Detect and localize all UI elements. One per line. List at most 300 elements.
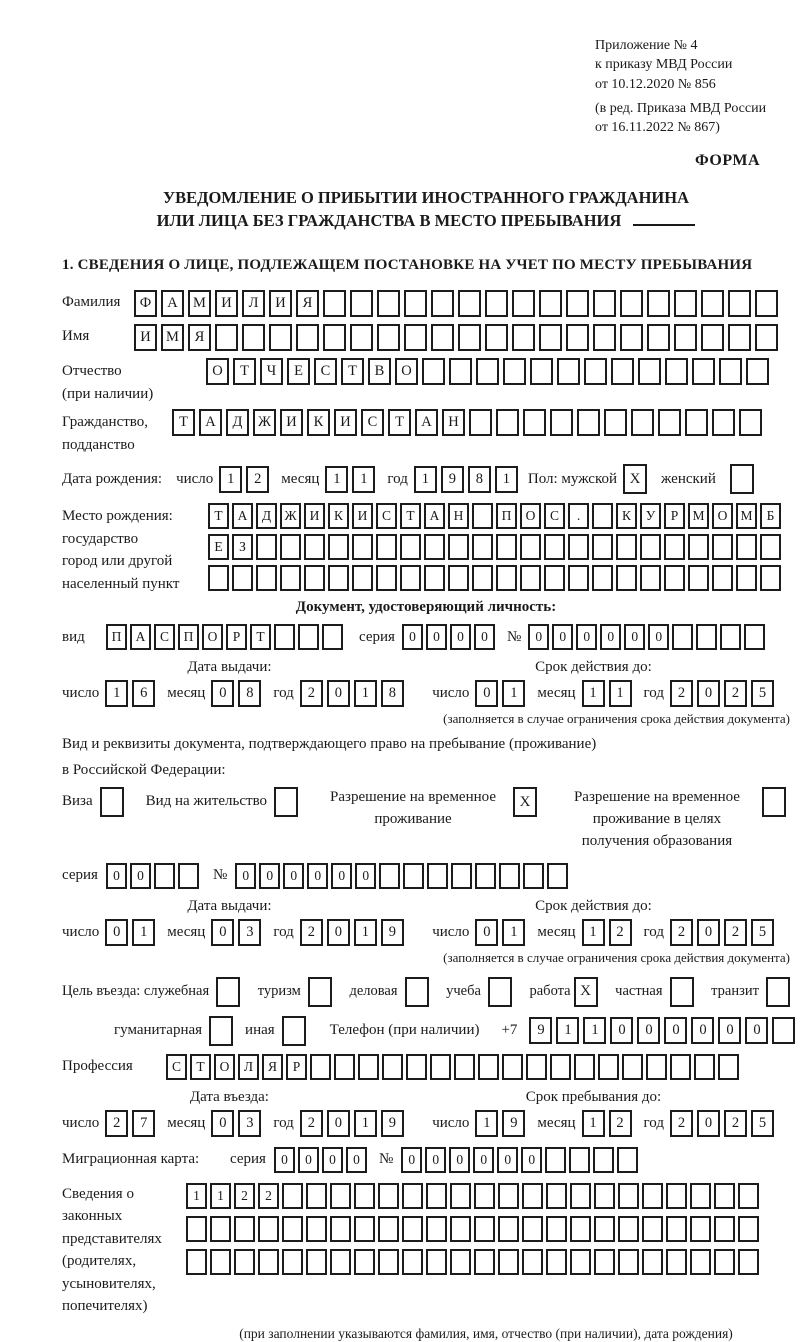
surname-cells xyxy=(134,290,778,317)
char-cell xyxy=(666,1183,687,1209)
char-cell: Т xyxy=(341,358,364,385)
purpose-humanitarian-checkbox xyxy=(209,1016,233,1046)
char-cell xyxy=(377,290,400,317)
birth-date-group xyxy=(176,466,518,493)
char-cell xyxy=(306,1249,327,1275)
surname-label: Фамилия xyxy=(62,294,121,311)
char-cell xyxy=(712,534,733,560)
char-cell xyxy=(404,290,427,317)
residence-doc-line1: Вид и реквизиты документа, подтверждающего право на пребывание (проживание) xyxy=(62,736,597,753)
doc-number-label: № xyxy=(506,628,522,645)
purpose-tourism-checkbox xyxy=(308,977,332,1007)
char-cell: 0 xyxy=(637,1017,660,1044)
char-cell: М xyxy=(688,503,709,529)
char-cell: Т xyxy=(233,358,256,385)
char-cell: Ч xyxy=(260,358,283,385)
char-cell: К xyxy=(328,503,349,529)
char-cell: 1 xyxy=(556,1017,579,1044)
char-cell: И xyxy=(304,503,325,529)
char-cell xyxy=(469,409,492,436)
phone-prefix: +7 xyxy=(501,1021,518,1038)
char-cell xyxy=(377,324,400,351)
residence-issue-date-group xyxy=(62,919,404,946)
month-cells xyxy=(582,1110,632,1137)
char-cell xyxy=(738,1249,759,1275)
char-cell: Е xyxy=(208,534,229,560)
identity-issue-date-group xyxy=(62,680,404,707)
char-cell xyxy=(280,534,301,560)
year-label: год xyxy=(273,923,294,940)
day-cells xyxy=(105,1110,155,1137)
char-cell xyxy=(322,624,343,650)
char-cell xyxy=(304,565,325,591)
char-cell: 6 xyxy=(132,680,155,707)
char-cell: 0 xyxy=(105,919,128,946)
day-cells xyxy=(475,1110,525,1137)
char-cell xyxy=(736,565,757,591)
char-cell xyxy=(719,358,742,385)
char-cell xyxy=(449,358,472,385)
char-cell: 0 xyxy=(425,1147,446,1173)
patronymic-cells xyxy=(206,358,769,385)
char-cell: 0 xyxy=(648,624,669,650)
char-cell xyxy=(520,565,541,591)
char-cell xyxy=(701,290,724,317)
profession-row xyxy=(62,1054,790,1080)
char-cell: М xyxy=(161,324,184,351)
char-cell xyxy=(772,1017,795,1044)
appendix-block xyxy=(595,36,790,138)
doc-series-cells xyxy=(402,624,495,650)
char-cell xyxy=(646,1054,667,1080)
char-cell xyxy=(594,1216,615,1242)
char-cell: 0 xyxy=(473,1147,494,1173)
purpose-transit-label: транзит xyxy=(711,982,759,999)
char-cell: М xyxy=(188,290,211,317)
char-cell xyxy=(454,1054,475,1080)
temp-residence-edu-label: Разрешение на временное проживание в целях получения образования xyxy=(573,789,740,849)
month-cells xyxy=(325,466,375,493)
form-label: ФОРМА xyxy=(694,151,760,169)
char-cell xyxy=(476,358,499,385)
char-cell xyxy=(382,1054,403,1080)
char-cell xyxy=(728,290,751,317)
char-cell: 0 xyxy=(552,624,573,650)
char-cell: Т xyxy=(388,409,411,436)
char-cell: Ж xyxy=(253,409,276,436)
char-cell xyxy=(475,863,496,889)
char-cell xyxy=(474,1249,495,1275)
char-cell xyxy=(323,290,346,317)
char-cell xyxy=(402,1183,423,1209)
char-cell xyxy=(642,1183,663,1209)
appendix-line: Приложение № 4 xyxy=(595,38,698,53)
visa-checkbox xyxy=(100,787,124,817)
char-cell: С xyxy=(314,358,337,385)
char-cell: Н xyxy=(448,503,469,529)
day-label: число xyxy=(432,923,470,940)
char-cell: 0 xyxy=(497,1147,518,1173)
char-cell: О xyxy=(395,358,418,385)
char-cell: 1 xyxy=(582,680,605,707)
char-cell xyxy=(474,1183,495,1209)
char-cell xyxy=(642,1216,663,1242)
char-cell: 0 xyxy=(235,863,256,889)
entry-dates-head xyxy=(62,1089,790,1106)
char-cell xyxy=(666,1216,687,1242)
char-cell xyxy=(485,290,508,317)
migration-series-label: серия xyxy=(230,1151,266,1168)
char-cell xyxy=(426,1249,447,1275)
char-cell xyxy=(592,503,613,529)
char-cell xyxy=(701,324,724,351)
char-cell: 0 xyxy=(130,863,151,889)
day-cells xyxy=(219,466,269,493)
char-cell xyxy=(376,534,397,560)
char-cell xyxy=(334,1054,355,1080)
restriction-note: (заполняется в случае ограничения срока действия документа) xyxy=(443,711,790,727)
doc-series-label: серия xyxy=(359,628,395,645)
char-cell: Я xyxy=(296,290,319,317)
char-cell xyxy=(210,1249,231,1275)
char-cell xyxy=(760,534,781,560)
char-cell xyxy=(496,565,517,591)
char-cell xyxy=(350,290,373,317)
char-cell xyxy=(574,1054,595,1080)
profession-label: Профессия xyxy=(62,1057,133,1074)
purpose-work-label: работа xyxy=(529,982,571,999)
char-cell xyxy=(712,409,735,436)
char-cell: А xyxy=(199,409,222,436)
char-cell xyxy=(448,565,469,591)
char-cell xyxy=(430,1054,451,1080)
sex-female-label: женский xyxy=(661,470,716,487)
residence-doc-dates-row xyxy=(62,919,790,946)
char-cell: 9 xyxy=(381,1110,404,1137)
char-cell xyxy=(570,1216,591,1242)
char-cell xyxy=(378,1183,399,1209)
char-cell: 2 xyxy=(246,466,269,493)
char-cell: 0 xyxy=(664,1017,687,1044)
char-cell: 0 xyxy=(475,680,498,707)
char-cell: 0 xyxy=(449,1147,470,1173)
char-cell xyxy=(638,358,661,385)
year-cells xyxy=(300,680,404,707)
char-cell: 9 xyxy=(529,1017,552,1044)
char-cell: 5 xyxy=(751,1110,774,1137)
char-cell xyxy=(426,1183,447,1209)
char-cell xyxy=(611,358,634,385)
char-cell: Л xyxy=(238,1054,259,1080)
char-cell xyxy=(568,534,589,560)
char-cell xyxy=(402,1216,423,1242)
char-cell: 1 xyxy=(414,466,437,493)
char-cell xyxy=(496,409,519,436)
day-cells xyxy=(475,680,525,707)
char-cell xyxy=(358,1054,379,1080)
month-cells xyxy=(211,680,261,707)
char-cell: Л xyxy=(242,290,265,317)
char-cell xyxy=(738,1183,759,1209)
char-cell xyxy=(526,1054,547,1080)
char-cell: Я xyxy=(262,1054,283,1080)
char-cell: 0 xyxy=(331,863,352,889)
char-cell xyxy=(431,324,454,351)
char-cell xyxy=(472,534,493,560)
char-cell xyxy=(523,863,544,889)
char-cell: 0 xyxy=(426,624,447,650)
char-cell xyxy=(592,565,613,591)
char-cell xyxy=(210,1216,231,1242)
char-cell xyxy=(458,324,481,351)
char-cell: Е xyxy=(287,358,310,385)
char-cell: 5 xyxy=(751,680,774,707)
char-cell: 1 xyxy=(325,466,348,493)
char-cell xyxy=(296,324,319,351)
char-cell xyxy=(755,324,778,351)
representatives-note: (при заполнении указываются фамилия, имя, отчество (при наличии), дата рождения) xyxy=(239,1325,733,1341)
char-cell: 1 xyxy=(495,466,518,493)
char-cell xyxy=(498,1216,519,1242)
year-cells xyxy=(670,680,774,707)
char-cell: О xyxy=(206,358,229,385)
char-cell: Т xyxy=(190,1054,211,1080)
char-cell: 0 xyxy=(475,919,498,946)
char-cell xyxy=(760,565,781,591)
identity-doc-dates-head xyxy=(62,659,790,676)
char-cell xyxy=(530,358,553,385)
char-cell: О xyxy=(712,503,733,529)
birthplace-label: Место рождения: государство город или другой населенный пункт xyxy=(62,508,180,592)
char-cell xyxy=(593,324,616,351)
char-cell xyxy=(472,503,493,529)
char-cell: 0 xyxy=(106,863,127,889)
purpose-tourism-label: туризм xyxy=(257,982,301,999)
citizenship-row xyxy=(62,409,790,456)
char-cell xyxy=(566,324,589,351)
year-cells xyxy=(414,466,518,493)
char-cell xyxy=(306,1216,327,1242)
char-cell xyxy=(593,290,616,317)
char-cell xyxy=(448,534,469,560)
birthplace-row xyxy=(62,503,790,595)
char-cell: 2 xyxy=(300,680,323,707)
phone-label: Телефон (при наличии) xyxy=(329,1021,480,1038)
month-label: месяц xyxy=(167,1114,206,1131)
char-cell xyxy=(424,565,445,591)
char-cell: . xyxy=(568,503,589,529)
char-cell xyxy=(692,358,715,385)
residence-doc-series-row xyxy=(62,863,790,889)
char-cell: Т xyxy=(172,409,195,436)
char-cell xyxy=(330,1183,351,1209)
char-cell xyxy=(328,534,349,560)
given-name-cells xyxy=(134,324,778,351)
char-cell: И xyxy=(215,290,238,317)
migration-number-label: № xyxy=(378,1151,394,1168)
char-cell: 8 xyxy=(468,466,491,493)
char-cell: С xyxy=(544,503,565,529)
stay-until-date-group xyxy=(432,1110,774,1137)
char-cell xyxy=(422,358,445,385)
char-cell: 1 xyxy=(609,680,632,707)
char-cell xyxy=(234,1216,255,1242)
char-cell xyxy=(282,1249,303,1275)
char-cell xyxy=(718,1054,739,1080)
char-cell: И xyxy=(280,409,303,436)
char-cell xyxy=(426,1216,447,1242)
month-cells xyxy=(582,680,632,707)
purpose-business-checkbox xyxy=(405,977,429,1007)
char-cell xyxy=(269,324,292,351)
char-cell: 0 xyxy=(576,624,597,650)
char-cell xyxy=(755,290,778,317)
year-label: год xyxy=(643,923,664,940)
char-cell: 0 xyxy=(600,624,621,650)
char-cell: 0 xyxy=(211,1110,234,1137)
char-cell xyxy=(546,1216,567,1242)
entry-dates-row xyxy=(62,1110,790,1137)
char-cell xyxy=(256,565,277,591)
phone-cells xyxy=(529,1017,795,1044)
char-cell xyxy=(406,1054,427,1080)
char-cell xyxy=(746,358,769,385)
patronymic-label: Отчество (при наличии) xyxy=(62,363,154,402)
month-label: месяц xyxy=(537,923,576,940)
char-cell xyxy=(282,1183,303,1209)
char-cell xyxy=(242,324,265,351)
char-cell xyxy=(502,1054,523,1080)
char-cell xyxy=(665,358,688,385)
char-cell xyxy=(690,1249,711,1275)
temp-residence-edu-checkbox xyxy=(762,787,786,817)
char-cell xyxy=(298,624,319,650)
char-cell xyxy=(450,1216,471,1242)
char-cell xyxy=(642,1249,663,1275)
char-cell xyxy=(378,1216,399,1242)
char-cell: 5 xyxy=(751,919,774,946)
char-cell: Д xyxy=(256,503,277,529)
month-cells xyxy=(211,919,261,946)
char-cell: 2 xyxy=(670,680,693,707)
char-cell: 0 xyxy=(211,919,234,946)
char-cell: 0 xyxy=(697,919,720,946)
char-cell xyxy=(739,409,762,436)
char-cell: Ж xyxy=(280,503,301,529)
char-cell: 1 xyxy=(354,1110,377,1137)
section1-heading: 1. СВЕДЕНИЯ О ЛИЦЕ, ПОДЛЕЖАЩЕМ ПОСТАНОВКЕ НА УЧЕТ ПО МЕСТУ ПРЕБЫВАНИЯ xyxy=(62,257,753,274)
char-cell: О xyxy=(202,624,223,650)
char-cell: С xyxy=(154,624,175,650)
char-cell xyxy=(258,1216,279,1242)
char-cell xyxy=(427,863,448,889)
sex-female-checkbox xyxy=(730,464,754,494)
year-label: год xyxy=(643,685,664,702)
char-cell xyxy=(328,565,349,591)
char-cell: 1 xyxy=(582,919,605,946)
char-cell xyxy=(523,409,546,436)
char-cell xyxy=(323,324,346,351)
char-cell xyxy=(378,1249,399,1275)
year-cells xyxy=(300,1110,404,1137)
char-cell xyxy=(631,409,654,436)
doc-kind-label: вид xyxy=(62,628,85,645)
char-cell: П xyxy=(496,503,517,529)
purpose-official-checkbox xyxy=(216,977,240,1007)
char-cell: 2 xyxy=(609,1110,632,1137)
char-cell: 0 xyxy=(211,680,234,707)
residence-series-cells xyxy=(106,863,199,889)
char-cell: С xyxy=(361,409,384,436)
char-cell xyxy=(664,534,685,560)
identity-doc-dates-row xyxy=(62,680,790,707)
char-cell: 0 xyxy=(322,1147,343,1173)
char-cell: 1 xyxy=(583,1017,606,1044)
char-cell xyxy=(258,1249,279,1275)
char-cell: 2 xyxy=(724,680,747,707)
char-cell: 0 xyxy=(274,1147,295,1173)
char-cell: П xyxy=(178,624,199,650)
char-cell xyxy=(620,324,643,351)
month-label: месяц xyxy=(167,923,206,940)
char-cell xyxy=(544,565,565,591)
char-cell: И xyxy=(352,503,373,529)
residence-permit-checkbox xyxy=(274,787,298,817)
char-cell xyxy=(539,290,562,317)
char-cell: 2 xyxy=(724,1110,747,1137)
residence-permit-label: Вид на жительство xyxy=(145,793,268,810)
month-label: месяц xyxy=(167,685,206,702)
profession-cells xyxy=(166,1054,739,1080)
char-cell: М xyxy=(736,503,757,529)
char-cell: 1 xyxy=(219,466,242,493)
identity-until-date-group xyxy=(432,680,774,707)
residence-series-label: серия xyxy=(62,867,98,884)
char-cell: А xyxy=(130,624,151,650)
char-cell xyxy=(178,863,199,889)
char-cell xyxy=(330,1216,351,1242)
char-cell: 0 xyxy=(259,863,280,889)
char-cell: Б xyxy=(760,503,781,529)
char-cell: 9 xyxy=(441,466,464,493)
temp-residence-checkbox: X xyxy=(513,787,537,817)
residence-doc-type-row xyxy=(62,787,790,852)
purpose-humanitarian-label: гуманитарная xyxy=(114,1021,203,1038)
char-cell: 3 xyxy=(238,1110,261,1137)
char-cell xyxy=(424,534,445,560)
entry-purpose-row xyxy=(62,977,790,1007)
char-cell xyxy=(280,565,301,591)
char-cell xyxy=(616,534,637,560)
appendix-line: к приказу МВД России xyxy=(595,57,733,73)
char-cell xyxy=(598,1054,619,1080)
char-cell xyxy=(712,565,733,591)
representatives-label: Сведения о законных представителях (родителях, усыновителях, попечителях) xyxy=(62,1185,162,1315)
char-cell xyxy=(208,565,229,591)
char-cell xyxy=(232,565,253,591)
year-cells xyxy=(300,919,404,946)
purpose-other-checkbox xyxy=(282,1016,306,1046)
month-label: месяц xyxy=(537,1114,576,1131)
char-cell: 1 xyxy=(186,1183,207,1209)
char-cell xyxy=(647,324,670,351)
char-cell xyxy=(658,409,681,436)
form-title xyxy=(62,186,790,234)
char-cell xyxy=(522,1216,543,1242)
migration-series-cells xyxy=(274,1147,367,1173)
char-cell: А xyxy=(232,503,253,529)
char-cell xyxy=(546,1183,567,1209)
